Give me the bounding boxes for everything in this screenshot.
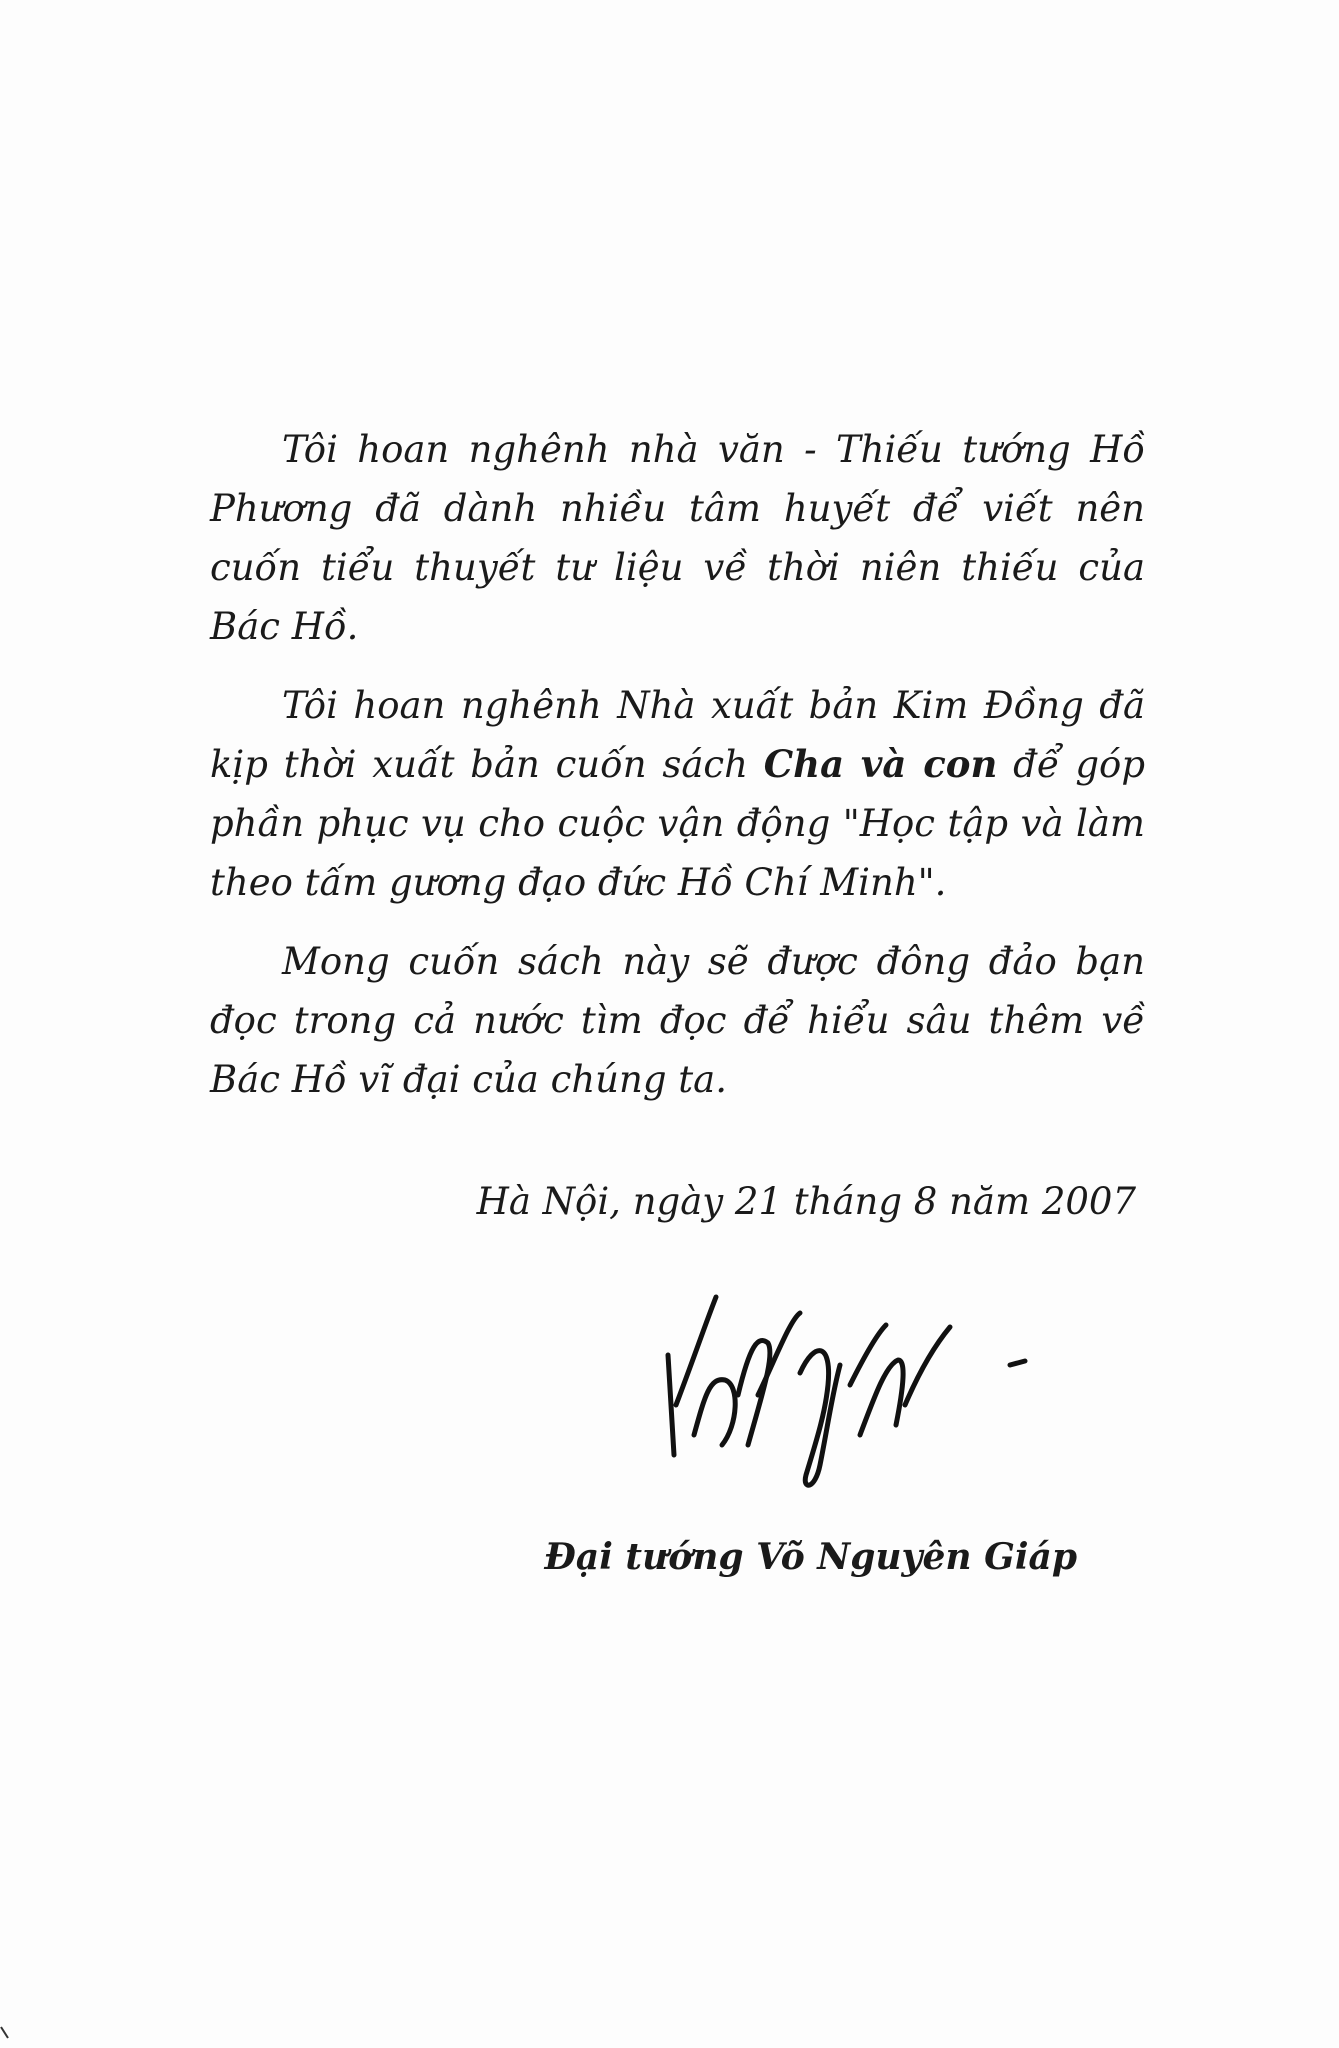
- date-line: Hà Nội, ngày 21 tháng 8 năm 2007: [476, 1180, 1136, 1223]
- letter-body: [210, 420, 1145, 1129]
- paragraph-1: Tôi hoan nghênh nhà văn - Thiếu tướng Hồ Phương đã dành nhiều tâm huyết để viết nên cuốn tiểu thuyết tư liệu về thời niên thiếu của Bác Hồ.: [210, 428, 1145, 648]
- paragraph-2-after: để góp phần phục vụ cho cuộc vận động "Học tập và làm theo tấm gương đạo đức Hồ Chí Minh".: [210, 743, 1145, 904]
- paragraph-2-before: Tôi hoan nghênh Nhà xuất bản Kim Đồng đã kịp thời xuất bản cuốn sách: [210, 684, 1145, 786]
- signer-name: Đại tướng Võ Nguyên Giáp: [544, 1536, 1077, 1578]
- paragraph-2: [210, 676, 1145, 912]
- scan-artifact: [0, 2026, 10, 2040]
- paragraph-3: Mong cuốn sách này sẽ được đông đảo bạn đọc trong cả nước tìm đọc để hiểu sâu thêm về Bác Hồ vĩ đại của chúng ta.: [210, 940, 1145, 1101]
- signature-image: [650, 1285, 1070, 1505]
- book-title: Cha và con: [763, 742, 998, 786]
